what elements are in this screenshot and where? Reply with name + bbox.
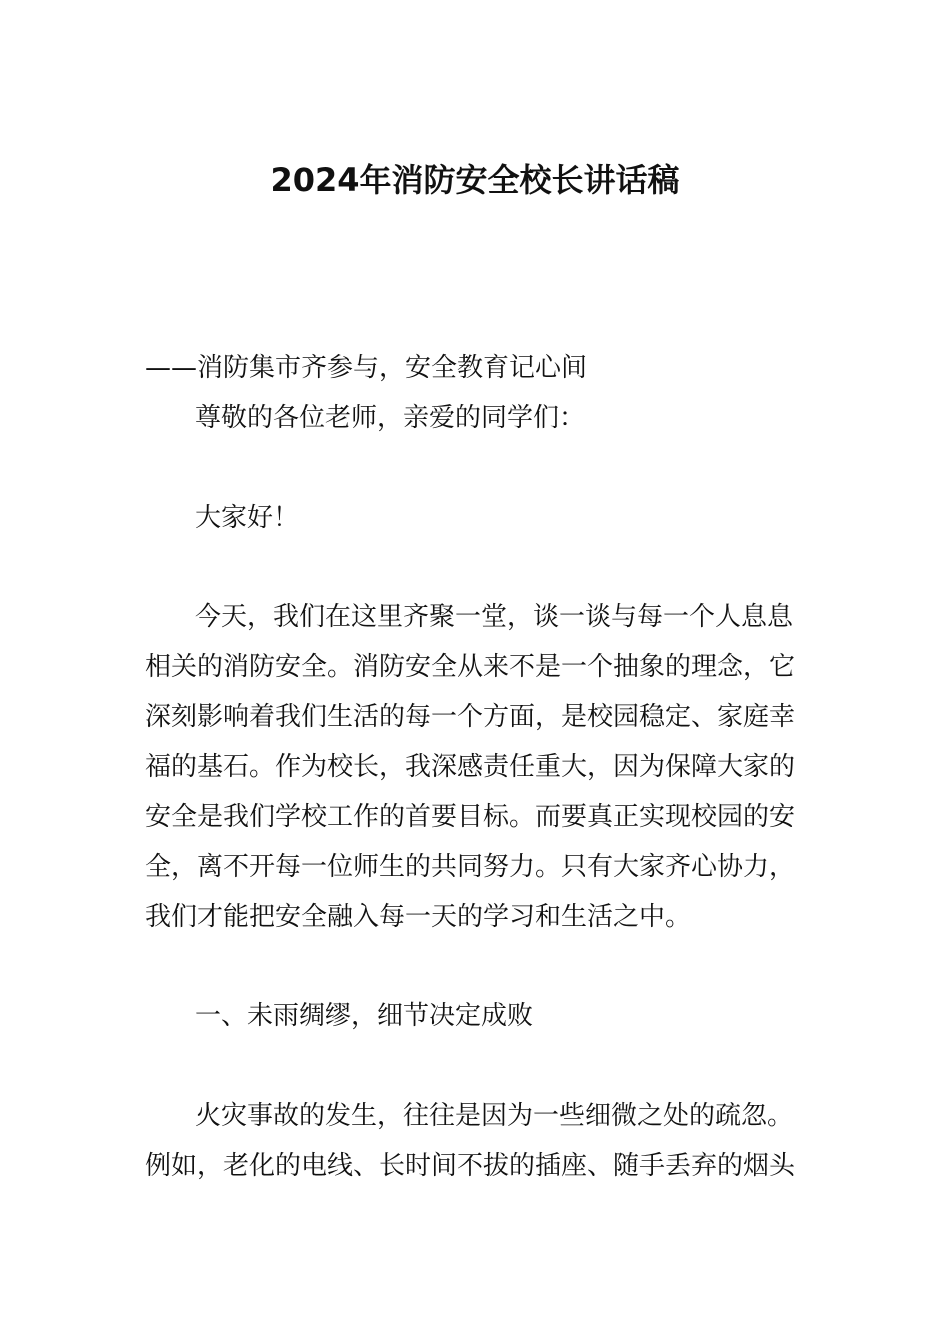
paragraph-line: 今天，我们在这里齐聚一堂，谈一谈与每一个人息息: [195, 602, 794, 632]
paragraph-line: 全，离不开每一位师生的共同努力。只有大家齐心协力，: [145, 852, 796, 882]
salutation: 尊敬的各位老师，亲爱的同学们：: [195, 403, 586, 433]
paragraph-line: 深刻影响着我们生活的每一个方面，是校园稳定、家庭幸: [145, 702, 796, 732]
paragraph-line: 例如，老化的电线、长时间不拔的插座、随手丢弃的烟头: [145, 1151, 796, 1181]
paragraph-line: 安全是我们学校工作的首要目标。而要真正实现校园的安: [145, 802, 796, 832]
paragraph-line: 火灾事故的发生，往往是因为一些细微之处的疏忽。: [195, 1101, 794, 1131]
paragraph-line: 相关的消防安全。消防安全从来不是一个抽象的理念，它: [145, 652, 796, 682]
greeting: 大家好！: [195, 503, 300, 533]
section-heading: 一、未雨绸缪，细节决定成败: [195, 1001, 534, 1031]
document-title: 2024年消防安全校长讲话稿: [270, 161, 680, 199]
paragraph-line: 我们才能把安全融入每一天的学习和生活之中。: [145, 902, 692, 932]
paragraph-line: 福的基石。作为校长，我深感责任重大，因为保障大家的: [145, 752, 796, 782]
document-subtitle: ——消防集市齐参与，安全教育记心间: [145, 353, 588, 383]
